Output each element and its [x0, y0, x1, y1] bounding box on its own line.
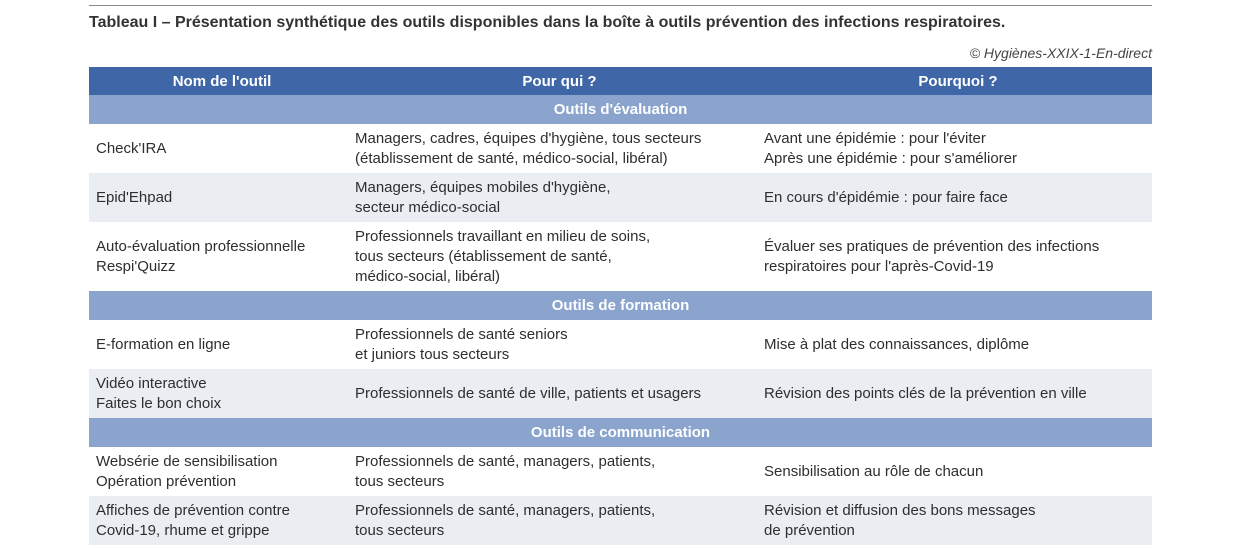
tool-name-cell: Affiches de prévention contre Covid-19, rhume et grippe	[89, 496, 355, 545]
table-caption: Tableau I – Présentation synthétique des outils disponibles dans la boîte à outils prévention des infections respiratoires.	[89, 14, 1006, 31]
table-header-row	[89, 67, 1152, 95]
header-tool-name: Nom de l'outil	[89, 67, 355, 95]
for-whom-cell: Professionnels de santé, managers, patients, tous secteurs	[355, 452, 656, 490]
why-cell: Avant une épidémie : pour l'éviter Après une épidémie : pour s'améliorer	[764, 129, 1017, 167]
section-header-communication	[89, 418, 1152, 447]
section-title: Outils d'évaluation	[89, 95, 1152, 124]
table-row	[89, 320, 1152, 369]
table-row	[89, 447, 1152, 496]
section-title: Outils de formation	[89, 291, 1152, 320]
why-cell: Mise à plat des connaissances, diplôme	[764, 335, 1030, 353]
table-row	[89, 124, 1152, 173]
copyright-credit: © Hygiènes-XXIX-1-En-direct	[969, 45, 1152, 61]
for-whom-cell: Professionnels de santé de ville, patients et usagers	[355, 369, 764, 418]
table-row	[89, 222, 1152, 291]
header-why: Pourquoi ?	[764, 67, 1152, 95]
why-cell: Révision et diffusion des bons messages de prévention	[764, 496, 1152, 545]
table-row	[89, 496, 1152, 545]
why-cell: Révision des points clés de la prévention en ville	[764, 369, 1152, 418]
for-whom-cell: Professionnels de santé, managers, patients, tous secteurs	[355, 496, 764, 545]
for-whom-cell: Managers, équipes mobiles d'hygiène, secteur médico-social	[355, 173, 764, 222]
tool-name-cell: Auto-évaluation professionnelle Respi'Quizz	[96, 237, 306, 275]
top-rule	[89, 5, 1152, 6]
tool-name-cell: Epid'Ehpad	[89, 173, 355, 222]
tool-name-cell: Check'IRA	[96, 139, 167, 157]
tool-name-cell: Vidéo interactive Faites le bon choix	[89, 369, 355, 418]
for-whom-cell: Professionnels de santé seniors et juniors tous secteurs	[355, 325, 568, 363]
section-title: Outils de communication	[89, 418, 1152, 447]
for-whom-cell: Professionnels travaillant en milieu de soins, tous secteurs (établissement de santé, médico-social, libéral)	[355, 227, 651, 285]
why-cell: En cours d'épidémie : pour faire face	[764, 173, 1152, 222]
table-row	[89, 369, 1152, 418]
why-cell: Sensibilisation au rôle de chacun	[764, 462, 984, 480]
table-row	[89, 173, 1152, 222]
tools-table	[89, 67, 1152, 545]
tool-name-cell: Websérie de sensibilisation Opération prévention	[96, 452, 278, 490]
section-header-training	[89, 291, 1152, 320]
section-header-evaluation	[89, 95, 1152, 124]
tool-name-cell: E-formation en ligne	[96, 335, 231, 353]
header-for-whom: Pour qui ?	[355, 67, 764, 95]
why-cell: Évaluer ses pratiques de prévention des infections respiratoires pour l'après-Covid-19	[764, 237, 1100, 275]
for-whom-cell: Managers, cadres, équipes d'hygiène, tous secteurs (établissement de santé, médico-social, libéral)	[355, 129, 702, 167]
